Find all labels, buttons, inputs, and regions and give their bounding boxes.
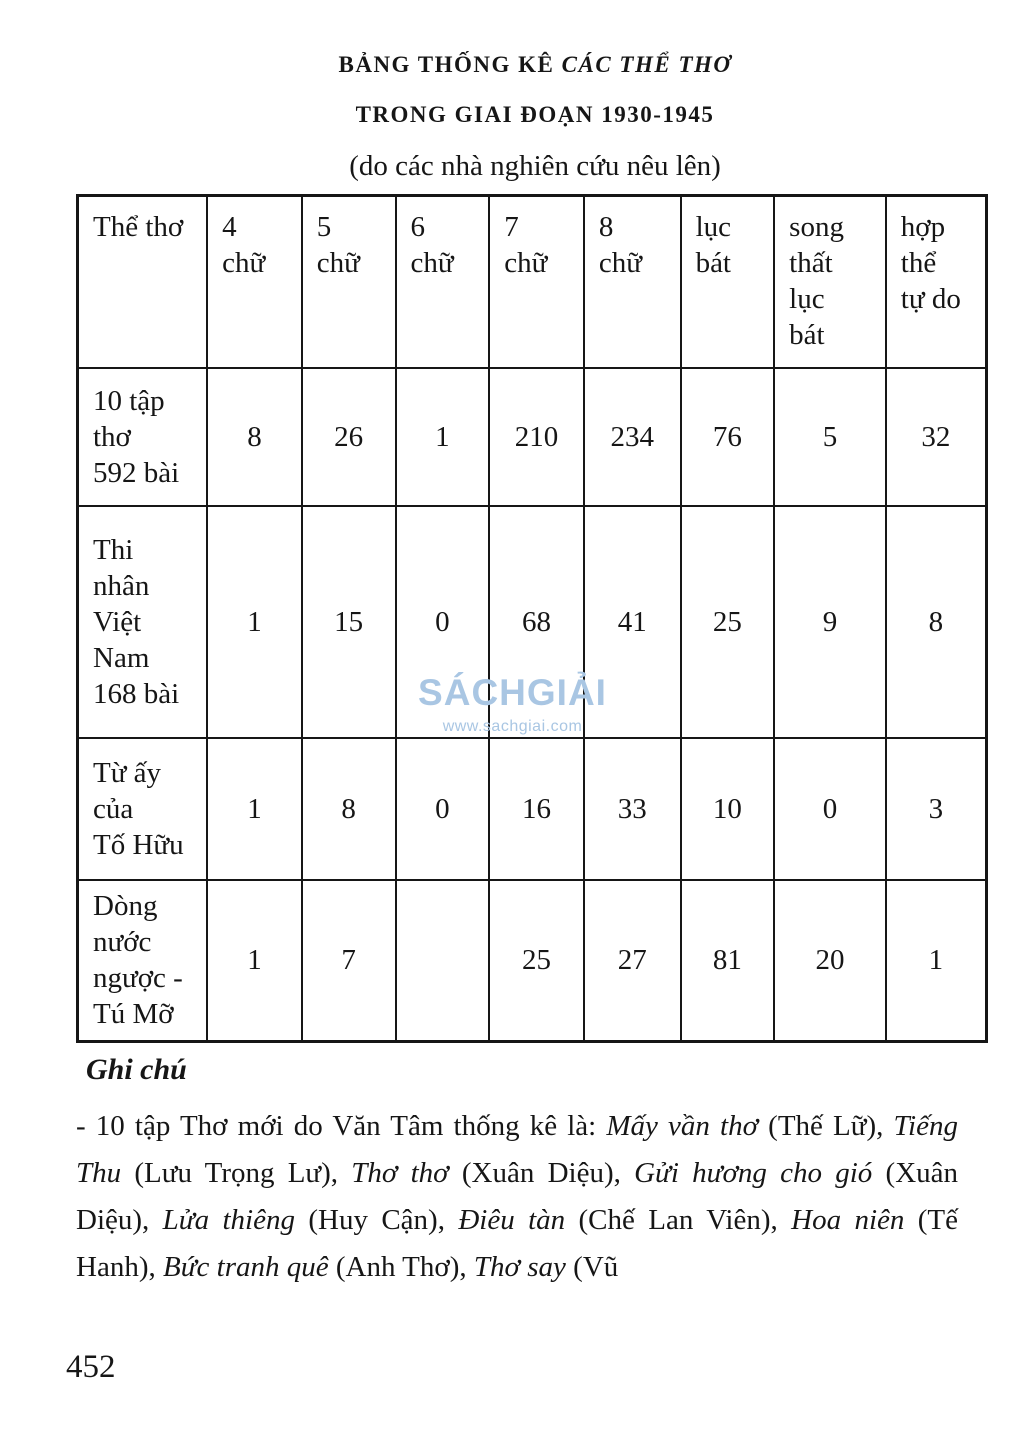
table-title-line-1 — [0, 52, 1024, 78]
note-text: (Tế Hanh), — [76, 1204, 958, 1283]
work-title: Gửi hương cho gió — [634, 1157, 873, 1189]
table-row — [78, 880, 987, 1042]
table-cell: 1 — [207, 880, 302, 1042]
column-header-line: tự do — [900, 283, 961, 315]
column-header — [681, 196, 775, 368]
table-cell: 7 — [302, 880, 396, 1042]
table-cell: 76 — [681, 368, 775, 506]
watermark-url: www.sachgiai.com — [442, 718, 583, 735]
title-part-plain: BẢNG THỐNG KÊ — [338, 52, 562, 77]
row-label — [78, 506, 208, 738]
column-header-line: Thể thơ — [93, 211, 184, 243]
column-header-line: chữ — [504, 247, 548, 279]
table-row — [78, 738, 987, 880]
table-cell: 16 — [489, 738, 584, 880]
column-header-line: hợp — [900, 211, 946, 243]
notes-paragraph — [76, 1103, 958, 1291]
column-header-line: 8 — [598, 211, 614, 243]
note-text: (Anh Thơ), — [328, 1251, 474, 1283]
table-cell: 1 — [886, 880, 987, 1042]
row-label-line: Thi — [93, 533, 134, 566]
table-cell: 26 — [302, 368, 396, 506]
table-cell: 15 — [302, 506, 396, 738]
table-cell: 1 — [207, 506, 302, 738]
note-text: (Xuân Diệu), — [76, 1157, 959, 1236]
row-label-line: Dòng — [93, 890, 158, 923]
work-title: Thơ say — [473, 1251, 566, 1283]
notes-heading: Ghi chú — [86, 1053, 187, 1086]
note-text: (Xuân Diệu), — [448, 1157, 635, 1189]
table-cell: 8 — [207, 368, 302, 506]
table-row — [78, 506, 987, 738]
row-label — [78, 368, 208, 506]
row-label-line: nhân — [93, 569, 150, 602]
note-text: (Lưu Trọng Lư), — [121, 1157, 352, 1189]
table-cell: 0 — [396, 738, 490, 880]
note-text: - 10 tập Thơ mới do Văn Tâm thống kê là: — [76, 1110, 607, 1142]
column-header-line: song — [789, 211, 844, 243]
work-title: Hoa niên — [791, 1204, 905, 1236]
table-cell: 210 — [489, 368, 584, 506]
column-header-line: thể — [900, 247, 937, 279]
column-header — [774, 196, 886, 368]
row-label-line: Nam — [93, 641, 150, 674]
table-cell: 41 — [584, 506, 681, 738]
column-header-line: chữ — [410, 247, 454, 279]
table-cell: 8 — [302, 738, 396, 880]
note-text: (Chế Lan Viên), — [565, 1204, 792, 1236]
table-cell: 68 — [489, 506, 584, 738]
table-cell: 20 — [774, 880, 886, 1042]
row-label — [78, 738, 208, 880]
row-label-line: Từ ấy — [93, 756, 162, 789]
table-cell: 0 — [774, 738, 886, 880]
column-header-line: chữ — [316, 247, 360, 279]
table-cell: 25 — [681, 506, 775, 738]
column-header — [489, 196, 584, 368]
row-label-line: của — [93, 792, 134, 825]
table-title-line-2: TRONG GIAI ĐOẠN 1930-1945 — [355, 102, 715, 127]
row-label — [78, 880, 208, 1042]
column-header — [584, 196, 681, 368]
table-cell: 9 — [774, 506, 886, 738]
column-header — [396, 196, 490, 368]
column-header-line: bát — [695, 247, 731, 279]
note-text: (Vũ — [565, 1251, 619, 1283]
table-cell: 1 — [396, 368, 490, 506]
column-header-line: chữ — [222, 247, 266, 279]
column-header — [302, 196, 396, 368]
work-title: Điêu tàn — [458, 1204, 566, 1236]
table-row — [78, 368, 987, 506]
column-header-line: thất — [789, 247, 833, 279]
table-cell: 234 — [584, 368, 681, 506]
table-cell: 0 — [396, 506, 490, 738]
table-header-row — [78, 196, 987, 368]
column-header — [207, 196, 302, 368]
row-label-line: Tú Mỡ — [93, 998, 174, 1031]
page-number: 452 — [66, 1349, 116, 1385]
row-label-line: 592 bài — [93, 456, 180, 489]
table-cell: 25 — [489, 880, 584, 1042]
row-label-line: Tố Hữu — [93, 828, 184, 861]
work-title: Thơ thơ — [351, 1157, 449, 1189]
work-title: Tiếng Thu — [76, 1110, 958, 1189]
row-label-line: 168 bài — [93, 677, 180, 710]
column-header-line: 5 — [316, 211, 332, 243]
row-label-line: thơ — [93, 420, 131, 453]
watermark-brand: SÁCHGIẢI — [418, 672, 607, 713]
work-title: Bức tranh quê — [162, 1251, 329, 1283]
table-cell: 81 — [681, 880, 775, 1042]
title-part-italic: CÁC THỂ THƠ — [561, 52, 732, 77]
table-subtitle: (do các nhà nghiên cứu nêu lên) — [349, 150, 721, 182]
column-header-line: 6 — [410, 211, 425, 243]
row-label-line: ngược - — [93, 962, 183, 995]
column-header-line: lục — [695, 211, 731, 243]
column-header-line: 4 — [222, 211, 237, 243]
column-header-line: 7 — [504, 211, 519, 243]
row-label-line: 10 tập — [93, 384, 165, 417]
table-cell: 32 — [886, 368, 987, 506]
column-header — [886, 196, 987, 368]
row-label-line: Việt — [93, 605, 142, 638]
column-header-line: lục — [789, 283, 825, 315]
work-title: Lửa thiêng — [162, 1204, 295, 1236]
poetry-forms-table — [76, 194, 988, 1043]
column-header-line: chữ — [598, 247, 642, 279]
table-cell: 1 — [207, 738, 302, 880]
table-cell: 10 — [681, 738, 775, 880]
column-header — [78, 196, 208, 368]
note-text: (Thế Lữ), — [758, 1110, 894, 1142]
table-cell: 3 — [886, 738, 987, 880]
table-cell: 27 — [584, 880, 681, 1042]
table-cell: 33 — [584, 738, 681, 880]
column-header-line: bát — [789, 319, 825, 351]
table-cell: 8 — [886, 506, 987, 738]
work-title: Mấy vần thơ — [606, 1110, 759, 1142]
table-cell: 5 — [774, 368, 886, 506]
note-text: (Huy Cận), — [294, 1204, 459, 1236]
row-label-line: nước — [93, 926, 152, 959]
table-cell — [396, 880, 490, 1042]
